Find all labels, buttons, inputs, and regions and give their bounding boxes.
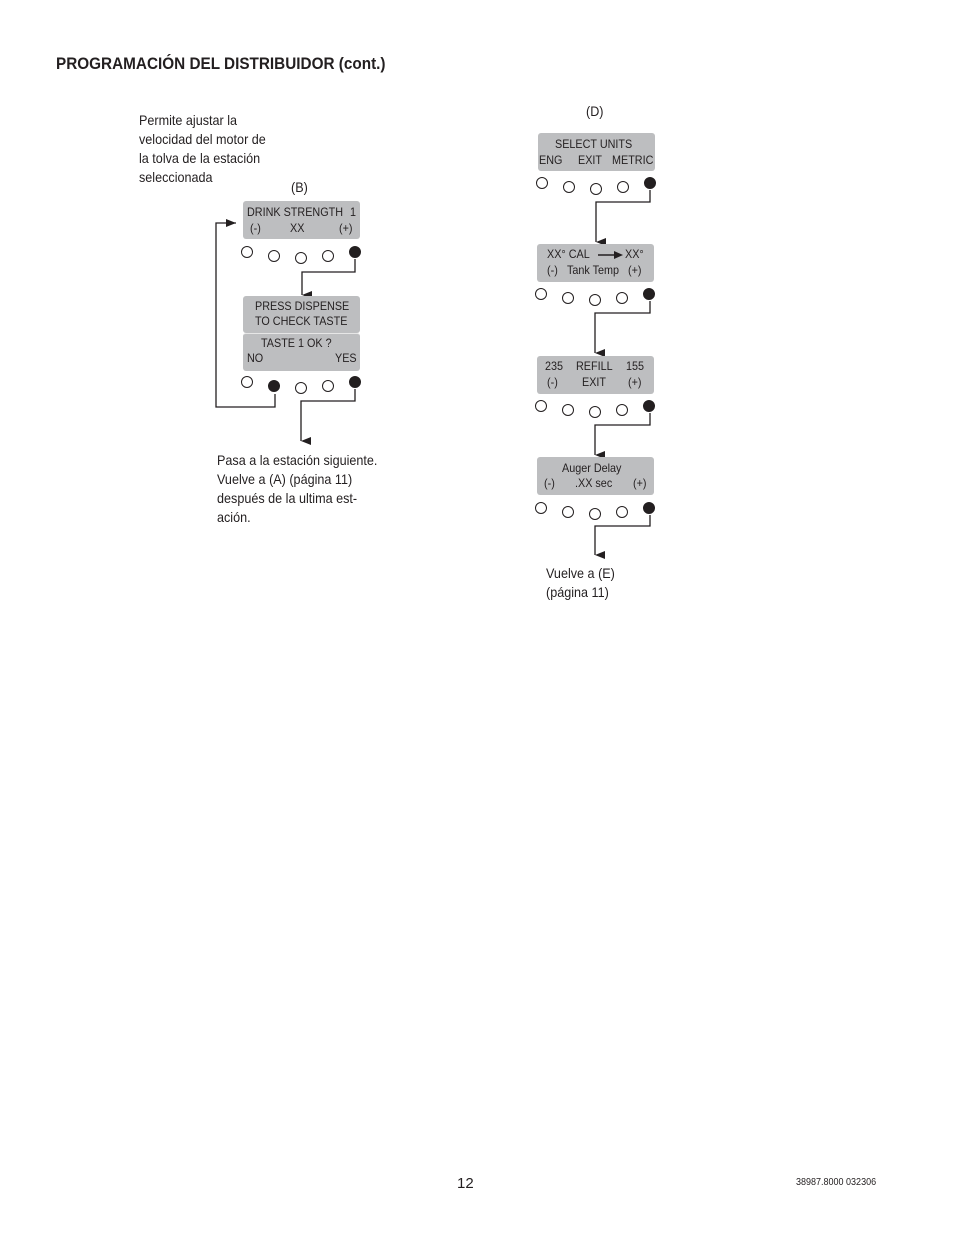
arrow-d3 [595, 413, 650, 455]
keypad-button-5-pressed[interactable] [349, 246, 361, 258]
keypad-button-1[interactable] [535, 288, 547, 300]
arrow-to-press-dispense [302, 259, 355, 295]
keypad-button-3[interactable] [589, 406, 601, 418]
keypad-button-4[interactable] [616, 404, 628, 416]
keypad-button-5-pressed[interactable] [643, 400, 655, 412]
keypad-button-1[interactable] [535, 502, 547, 514]
label-b: (B) [291, 179, 308, 195]
document-number: 38987.8000 032306 [796, 1177, 877, 1188]
keypad-button-1[interactable] [535, 400, 547, 412]
next-station-note: Pasa a la estación siguiente. Vuelve a (A) (página 11) después de la ultima est- ación. [217, 452, 378, 525]
keypad-button-3[interactable] [590, 183, 602, 195]
arrow-d2 [595, 301, 650, 353]
return-note: Vuelve a (E) (página 11) [546, 565, 615, 600]
keypad-button-5-pressed[interactable] [644, 177, 656, 189]
keypad-button-3[interactable] [295, 382, 307, 394]
page-number: 12 [457, 1175, 474, 1192]
lcd-select-units: SELECT UNITS ENG EXIT METRIC [538, 133, 655, 171]
page-title: PROGRAMACIÓN DEL DISTRIBUIDOR (cont.) [56, 54, 386, 73]
keypad-button-2[interactable] [562, 506, 574, 518]
keypad-button-4[interactable] [617, 181, 629, 193]
arrow-d1 [596, 190, 650, 242]
lcd-drink-strength: DRINK STRENGTH 1 (-) XX (+) [243, 201, 360, 239]
keypad-button-4[interactable] [322, 250, 334, 262]
lcd-taste-ok: TASTE 1 OK ? NO YES [243, 333, 360, 371]
lcd-tank-temp: XX° CAL XX° (-) Tank Temp (+) [537, 244, 654, 282]
lcd-auger-delay: Auger Delay (-) .XX sec (+) [537, 457, 654, 495]
keypad-button-5-pressed[interactable] [643, 502, 655, 514]
keypad-button-3[interactable] [295, 252, 307, 264]
arrow-d4 [595, 515, 650, 555]
keypad-button-4[interactable] [616, 506, 628, 518]
keypad-button-2[interactable] [563, 181, 575, 193]
arrow-right-icon [598, 250, 624, 260]
keypad-button-3[interactable] [589, 294, 601, 306]
keypad-button-1[interactable] [241, 246, 253, 258]
keypad-button-4[interactable] [322, 380, 334, 392]
arrow-next-station [301, 389, 355, 441]
keypad-button-2[interactable] [268, 250, 280, 262]
keypad-button-5-pressed[interactable] [643, 288, 655, 300]
label-d: (D) [586, 103, 604, 119]
keypad-button-1[interactable] [241, 376, 253, 388]
keypad-button-2[interactable] [562, 404, 574, 416]
lcd-press-dispense: PRESS DISPENSE TO CHECK TASTE [243, 296, 360, 333]
lcd-refill: 235 REFILL 155 (-) EXIT (+) [537, 356, 654, 394]
keypad-button-1[interactable] [536, 177, 548, 189]
keypad-button-5-pressed[interactable] [349, 376, 361, 388]
intro-note: Permite ajustar la velocidad del motor de la tolva de la estación seleccionada [139, 112, 266, 185]
keypad-button-3[interactable] [589, 508, 601, 520]
keypad-button-2-pressed[interactable] [268, 380, 280, 392]
keypad-button-2[interactable] [562, 292, 574, 304]
keypad-button-4[interactable] [616, 292, 628, 304]
